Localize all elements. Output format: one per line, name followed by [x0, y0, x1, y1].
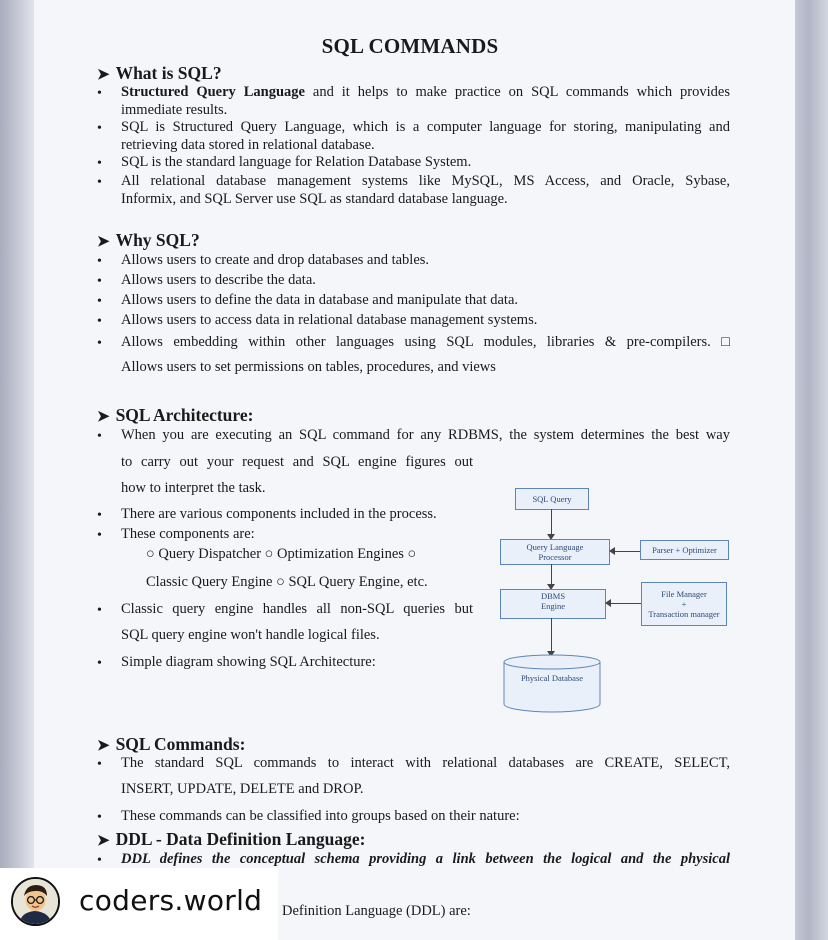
diagram-label-physical-database: Physical Database [520, 673, 584, 683]
why-bullet-4: Allows users to access data in relational database management systems. [121, 312, 538, 328]
bullet-icon: • [97, 86, 102, 101]
what-bullet-1-line-1: Structured Query Language and it helps to make practice on SQL commands which provides [121, 84, 730, 100]
diagram-cylinder-physical-database [503, 654, 601, 714]
arch-bullet-4-line-1: Classic query engine handles all non-SQL queries but [121, 601, 473, 617]
bullet-icon: • [97, 121, 102, 136]
dbms-label-line-1: DBMS [540, 591, 566, 601]
arrow-bullet-icon: ➤ [97, 738, 110, 754]
heading-ddl: ➤ DDL - Data Definition Language: [97, 829, 366, 849]
diagram-arrow-head [605, 599, 611, 607]
arch-bullet-2: There are various components included in the process. [121, 506, 437, 522]
why-bullet-5-line-2: Allows users to set permissions on tables, procedures, and views [121, 359, 496, 375]
bullet-icon: • [97, 429, 102, 444]
why-bullet-2: Allows users to describe the data. [121, 272, 316, 288]
avatar-face-icon [13, 879, 58, 924]
what-bullet-4-line-1: All relational database management systems like MySQL, MS Access, and Oracle, Sybase, [121, 173, 730, 189]
bullet-icon: • [97, 656, 102, 671]
diagram-box-query-language-processor [500, 539, 610, 565]
bullet-icon: • [97, 757, 102, 772]
file-label-line-1: File Manager [661, 589, 707, 599]
what-bullet-2-line-1: SQL is Structured Query Language, which is a computer language for storing, manipulating and [121, 119, 730, 135]
bullet-icon: • [97, 294, 102, 309]
bullet-icon: • [97, 336, 102, 351]
diagram-box-parser-optimizer: Parser + Optimizer [640, 540, 729, 560]
file-label-line-3: Transaction manager [648, 609, 720, 619]
bullet-icon: • [97, 274, 102, 289]
arrow-bullet-icon: ➤ [97, 409, 110, 425]
diagram-arrow-head [609, 547, 615, 555]
arch-bullet-5: Simple diagram showing SQL Architecture: [121, 654, 376, 670]
bullet-icon: • [97, 810, 102, 825]
bullet-icon: • [97, 314, 102, 329]
why-bullet-5-line-1: Allows embedding within other languages using SQL modules, libraries & pre-compilers. □ [121, 334, 730, 350]
arrow-bullet-icon: ➤ [97, 234, 110, 250]
diagram-arrow-line [551, 618, 552, 654]
what-bullet-2-line-2: retrieving data stored in relational database. [121, 137, 375, 153]
bullet-icon: • [97, 254, 102, 269]
commands-bullet-2: These commands can be classified into groups based on their nature: [121, 808, 520, 824]
page-edge-left [0, 0, 34, 940]
arch-bullet-1-line-2: to carry out your request and SQL engine figures out [121, 454, 473, 470]
diagram-box-file-transaction-manager [641, 582, 727, 626]
ddl-tail-text: Definition Language (DDL) are: [282, 903, 471, 919]
bullet-icon: • [97, 853, 102, 868]
arch-bullet-1-line-1: When you are executing an SQL command for any RDBMS, the system determines the best way [121, 427, 730, 443]
heading-sql-commands: ➤ SQL Commands: [97, 734, 246, 754]
bullet-icon: • [97, 508, 102, 523]
arrow-bullet-icon: ➤ [97, 833, 110, 849]
why-bullet-1: Allows users to create and drop databases and tables. [121, 252, 430, 268]
commands-bullet-1-line-1: The standard SQL commands to interact with relational databases are CREATE, SELECT, [121, 755, 730, 771]
bullet-icon: • [97, 528, 102, 543]
ddl-bullet-1-line-1: DDL defines the conceptual schema providing a link between the logical and the physical [121, 851, 730, 867]
bullet-icon: • [97, 156, 102, 171]
qlp-label-line-1: Query Language [526, 542, 584, 552]
arrow-bullet-icon: ➤ [97, 67, 110, 83]
arch-bullet-4-line-2: SQL query engine won't handle logical files. [121, 627, 380, 643]
what-bullet-1-line-2: immediate results. [121, 102, 228, 118]
file-label-line-2: + [681, 599, 687, 609]
arch-bullet-3: These components are: [121, 526, 255, 542]
what-bullet-3: SQL is the standard language for Relation Database System. [121, 154, 472, 170]
diagram-arrow-line [614, 551, 640, 552]
arch-components-line-1: ○ Query Dispatcher ○ Optimization Engines ○ [146, 546, 417, 562]
qlp-label-line-2: Processor [538, 552, 572, 562]
bullet-icon: • [97, 175, 102, 190]
heading-what-is-sql: ➤ What is SQL? [97, 63, 222, 83]
bullet-icon: • [97, 603, 102, 618]
diagram-arrow-line [610, 603, 641, 604]
heading-sql-architecture: ➤ SQL Architecture: [97, 405, 254, 425]
brand-name: coders.world [79, 884, 263, 917]
arch-components-line-2: Classic Query Engine ○ SQL Query Engine, etc. [146, 574, 428, 590]
what-bullet-4-line-2: Informix, and SQL Server use SQL as standard database language. [121, 191, 508, 207]
diagram-arrow-line [551, 509, 552, 537]
diagram-box-sql-query: SQL Query [515, 488, 589, 510]
why-bullet-3: Allows users to define the data in database and manipulate that data. [121, 292, 519, 308]
page-edge-right [795, 0, 828, 940]
diagram-box-dbms-engine [500, 589, 606, 619]
page-title: SQL COMMANDS [321, 34, 499, 58]
avatar [11, 877, 60, 926]
arch-bullet-1-line-3: how to interpret the task. [121, 480, 266, 496]
dbms-label-line-2: Engine [540, 601, 566, 611]
commands-bullet-1-line-2: INSERT, UPDATE, DELETE and DROP. [121, 781, 364, 797]
heading-why-sql: ➤ Why SQL? [97, 230, 200, 250]
